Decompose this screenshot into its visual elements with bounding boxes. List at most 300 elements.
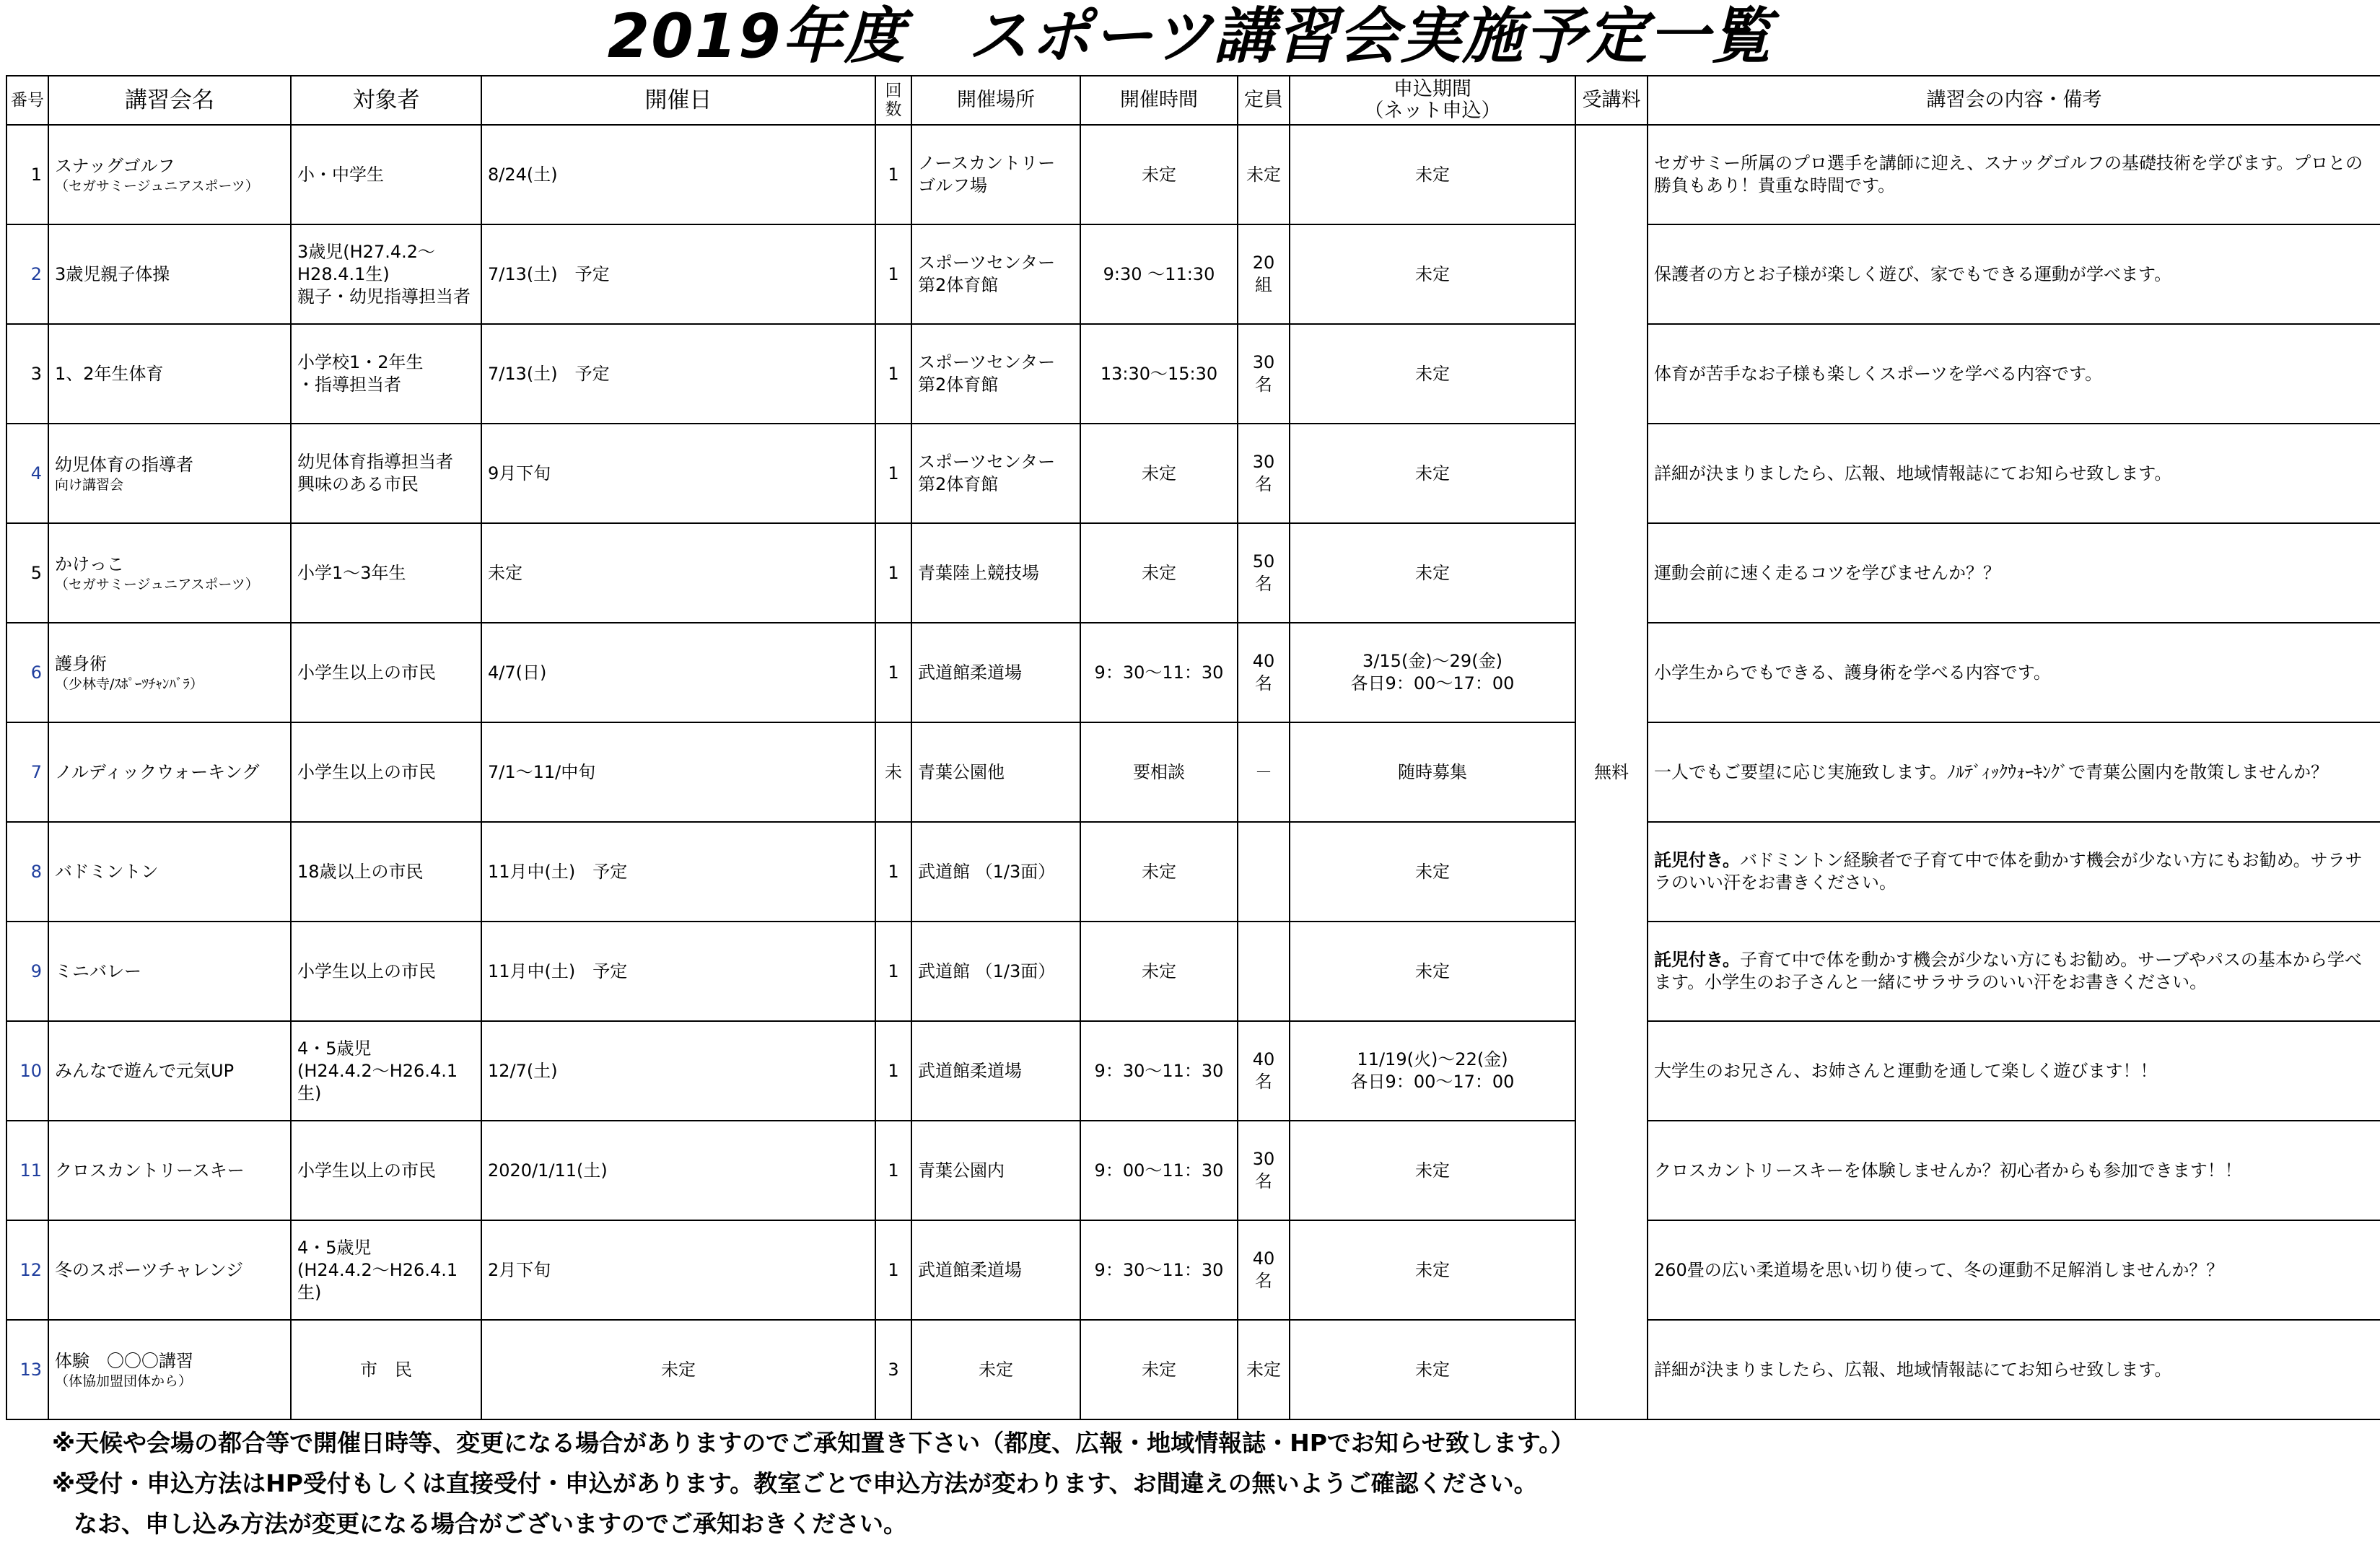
date-cell (481, 822, 875, 922)
capacity-text: 30名 (1252, 1149, 1275, 1191)
time-text: 未定 (1142, 960, 1176, 981)
capacity-text: 30名 (1252, 452, 1275, 494)
header-count: 回数 (875, 76, 911, 125)
place-cell (911, 722, 1080, 822)
time-cell (1080, 722, 1238, 822)
time-cell (1080, 623, 1238, 722)
place-text: 青葉公園内 (918, 1160, 1005, 1181)
time-text: 9：00～11：30 (1094, 1160, 1224, 1181)
count-cell (875, 523, 911, 623)
footnotes (52, 1423, 2361, 1544)
count-text: 1 (888, 263, 899, 284)
course-name-cell (48, 1320, 291, 1419)
date-cell (481, 1121, 875, 1220)
count-cell (875, 722, 911, 822)
place-text: ノースカントリー (918, 153, 1056, 173)
time-cell (1080, 324, 1238, 424)
course-name-sub: （セガサミージュニアスポーツ） (55, 178, 259, 194)
header-name: 講習会名 (48, 76, 291, 125)
time-cell (1080, 1220, 1238, 1320)
course-name-cell (48, 324, 291, 424)
course-name-cell (48, 523, 291, 623)
capacity-cell (1238, 722, 1290, 822)
apply-cell (1290, 125, 1575, 224)
header-target: 対象者 (291, 76, 481, 125)
course-name-cell (48, 722, 291, 822)
count-text: 1 (888, 363, 899, 384)
time-cell (1080, 424, 1238, 523)
content-cell (1648, 722, 2380, 822)
capacity-cell (1238, 523, 1290, 623)
apply-text: 未定 (1415, 164, 1450, 185)
row-number-value: 8 (30, 861, 42, 882)
time-text: 未定 (1142, 562, 1176, 583)
place-text: 武道館柔道場 (918, 1060, 1022, 1081)
time-cell (1080, 125, 1238, 224)
apply-cell (1290, 1220, 1575, 1320)
place-sub: 第2体育館 (918, 275, 999, 295)
count-cell (875, 623, 911, 722)
place-cell (911, 922, 1080, 1021)
date-cell (481, 324, 875, 424)
capacity-cell (1238, 1021, 1290, 1121)
place-sub: 第2体育館 (918, 474, 999, 494)
header-time: 開催時間 (1080, 76, 1238, 125)
count-cell (875, 1320, 911, 1419)
time-text: 未定 (1142, 164, 1176, 185)
date-text: 11月中(土) 予定 (488, 861, 628, 882)
header-place: 開催場所 (911, 76, 1080, 125)
apply-text: 未定 (1415, 960, 1450, 981)
place-text: 武道館柔道場 (918, 662, 1022, 683)
table-row (6, 1220, 2380, 1320)
apply-sub: 各日9：00～17：00 (1350, 673, 1515, 693)
date-text: 7/13(土) 予定 (488, 363, 610, 384)
time-text: 9：30～11：30 (1094, 1259, 1224, 1280)
content-cell (1648, 1320, 2380, 1419)
row-number (6, 523, 48, 623)
course-name-cell (48, 224, 291, 324)
place-cell (911, 324, 1080, 424)
content-text: バドミントン経験者で子育て中で体を動かす機会が少ない方にもお勧め。サラサラのいい汗をお書きください。 (1654, 850, 2363, 893)
date-cell (481, 125, 875, 224)
course-name-cell (48, 1220, 291, 1320)
course-name: 護身術 (55, 653, 107, 674)
target-cell (291, 324, 481, 424)
target-text: 小学生以上の市民 (297, 960, 436, 981)
target-text: 3歳児(H27.4.2～H28.4.1生) (297, 241, 436, 284)
schedule-table (6, 75, 2380, 1420)
target-cell (291, 1320, 481, 1419)
date-cell (481, 1021, 875, 1121)
count-text: 1 (888, 960, 899, 981)
header-apply-label: 申込期間 (1394, 78, 1471, 100)
time-cell (1080, 523, 1238, 623)
target-cell (291, 424, 481, 523)
apply-text: 未定 (1415, 463, 1450, 483)
place-cell (911, 224, 1080, 324)
target-cell (291, 1220, 481, 1320)
course-name: 体験 〇〇〇講習 (55, 1350, 193, 1371)
date-cell (481, 623, 875, 722)
content-text: 260畳の広い柔道場を思い切り使って、冬の運動不足解消しませんか？？ (1654, 1259, 2224, 1280)
target-cell (291, 125, 481, 224)
row-number (6, 1121, 48, 1220)
content-text: セガサミー所属のプロ選手を講師に迎え、スナッグゴルフの基礎技術を学びます。プロとの勝負もあり！貴重な時間です。 (1654, 153, 2363, 196)
row-number (6, 922, 48, 1021)
content-cell (1648, 324, 2380, 424)
time-cell (1080, 1021, 1238, 1121)
row-number (6, 822, 48, 922)
apply-text: 未定 (1415, 263, 1450, 284)
course-name-cell (48, 125, 291, 224)
content-cell (1648, 523, 2380, 623)
capacity-cell (1238, 1121, 1290, 1220)
date-cell (481, 224, 875, 324)
time-cell (1080, 1121, 1238, 1220)
row-number-value: 7 (30, 761, 42, 782)
date-cell (481, 523, 875, 623)
course-name: スナッグゴルフ (55, 155, 175, 176)
count-cell (875, 1121, 911, 1220)
course-name-cell (48, 623, 291, 722)
row-number-value: 5 (30, 562, 42, 583)
target-sub: 親子・幼児指導担当者 (297, 286, 471, 307)
date-text: 2020/1/11(土) (488, 1160, 608, 1181)
target-cell (291, 1121, 481, 1220)
content-cell (1648, 424, 2380, 523)
capacity-text: 未定 (1246, 1359, 1281, 1380)
course-name-cell (48, 922, 291, 1021)
apply-text: 3/15(金)～29(金) (1362, 651, 1502, 671)
apply-cell (1290, 1121, 1575, 1220)
capacity-text: 50名 (1252, 551, 1275, 594)
count-text: 1 (888, 1160, 899, 1181)
capacity-text: 未定 (1246, 164, 1281, 185)
place-text: スポーツセンター (918, 452, 1056, 472)
place-cell (911, 623, 1080, 722)
target-text: 小学生以上の市民 (297, 1160, 436, 1181)
course-name: 3歳児親子体操 (55, 263, 170, 284)
time-text: 未定 (1142, 861, 1176, 882)
apply-text: 未定 (1415, 363, 1450, 384)
capacity-text: 40名 (1252, 1049, 1275, 1092)
capacity-cell (1238, 125, 1290, 224)
apply-cell (1290, 424, 1575, 523)
header-content: 講習会の内容・備考 (1648, 76, 2380, 125)
time-text: 未定 (1142, 463, 1176, 483)
capacity-cell (1238, 1220, 1290, 1320)
apply-text: 未定 (1415, 861, 1450, 882)
apply-text: 未定 (1415, 1359, 1450, 1380)
table-row (6, 424, 2380, 523)
row-number-value: 2 (30, 263, 42, 284)
date-cell (481, 1320, 875, 1419)
target-text: 小学生以上の市民 (297, 662, 436, 683)
content-cell (1648, 822, 2380, 922)
course-name: 冬のスポーツチャレンジ (55, 1259, 244, 1280)
content-cell (1648, 922, 2380, 1021)
content-cell (1648, 623, 2380, 722)
content-cell (1648, 1021, 2380, 1121)
content-text: 子育て中で体を動かす機会が少ない方にもお勧め。サーブやパスの基本から学べます。小学生のお子さんと一緒にサラサラのいい汗をお書きください。 (1654, 950, 2362, 992)
date-text: 未定 (661, 1359, 696, 1380)
apply-cell (1290, 523, 1575, 623)
time-text: 要相談 (1133, 761, 1185, 782)
place-text: 青葉公園他 (918, 761, 1005, 782)
count-cell (875, 822, 911, 922)
content-text: 運動会前に速く走るコツを学びませんか？？ (1654, 562, 2000, 583)
place-cell (911, 523, 1080, 623)
course-name-sub: 向け講習会 (55, 476, 124, 493)
target-cell (291, 623, 481, 722)
capacity-text: 20組 (1252, 253, 1275, 295)
date-text: 7/13(土) 予定 (488, 263, 610, 284)
target-cell (291, 523, 481, 623)
place-text: 武道館柔道場 (918, 1259, 1022, 1280)
row-number (6, 224, 48, 324)
capacity-cell (1238, 623, 1290, 722)
place-cell (911, 125, 1080, 224)
apply-sub: 各日9：00～17：00 (1350, 1072, 1515, 1092)
count-cell (875, 324, 911, 424)
row-number-value: 6 (30, 662, 42, 683)
place-cell (911, 1121, 1080, 1220)
row-number-value: 11 (19, 1160, 42, 1181)
row-number-value: 4 (30, 463, 42, 483)
course-name: 1、2年生体育 (55, 363, 164, 384)
course-name: バドミントン (55, 861, 159, 882)
course-name: クロスカントリースキー (55, 1160, 245, 1181)
count-text: 1 (888, 1060, 899, 1081)
apply-text: 未定 (1415, 562, 1450, 583)
count-text: 1 (888, 164, 899, 185)
row-number-value: 10 (19, 1060, 42, 1081)
count-cell (875, 224, 911, 324)
target-cell (291, 1021, 481, 1121)
target-text: 小学1～3年生 (297, 562, 406, 583)
place-sub: ゴルフ場 (918, 175, 987, 196)
date-cell (481, 424, 875, 523)
apply-cell (1290, 1021, 1575, 1121)
capacity-cell (1238, 424, 1290, 523)
capacity-cell (1238, 822, 1290, 922)
row-number-value: 9 (30, 960, 42, 981)
content-text: 一人でもご要望に応じ実施致します。ﾉﾙﾃﾞｨｯｸｳｫｰｷﾝｸﾞで青葉公園内を散策しませんか？ (1654, 761, 2329, 782)
date-text: 未定 (488, 562, 522, 583)
place-text: 未定 (979, 1359, 1013, 1380)
row-number (6, 1220, 48, 1320)
table-row (6, 324, 2380, 424)
content-text: 大学生のお兄さん、お姉さんと運動を通して楽しく遊びます！！ (1654, 1060, 2158, 1081)
apply-cell (1290, 922, 1575, 1021)
row-number-value: 1 (30, 164, 42, 185)
course-name: 幼児体育の指導者 (55, 454, 193, 475)
count-cell (875, 125, 911, 224)
target-sub: (H24.4.2～H26.4.1生) (297, 1060, 458, 1103)
row-number-value: 13 (19, 1359, 42, 1380)
count-text: 1 (888, 662, 899, 683)
row-number (6, 125, 48, 224)
date-cell (481, 722, 875, 822)
row-number (6, 1021, 48, 1121)
capacity-cell (1238, 1320, 1290, 1419)
date-text: 8/24(土) (488, 164, 558, 185)
apply-text: 未定 (1415, 1160, 1450, 1181)
apply-text: 未定 (1415, 1259, 1450, 1280)
target-sub: 興味のある市民 (297, 474, 419, 494)
content-cell (1648, 125, 2380, 224)
row-number-value: 3 (30, 363, 42, 384)
place-cell (911, 424, 1080, 523)
apply-cell (1290, 224, 1575, 324)
content-cell (1648, 1121, 2380, 1220)
capacity-text: － (1255, 761, 1272, 782)
content-text: クロスカントリースキーを体験しませんか？初心者からも参加できます！！ (1654, 1160, 2242, 1181)
table-row (6, 1121, 2380, 1220)
apply-cell (1290, 324, 1575, 424)
place-text: スポーツセンター (918, 253, 1056, 273)
table-body (6, 125, 2380, 1419)
header-date: 開催日 (481, 76, 875, 125)
count-cell (875, 922, 911, 1021)
target-text: 小学校1・2年生 (297, 352, 424, 372)
course-name: ノルディックウォーキング (55, 761, 260, 782)
date-text: 11月中(土) 予定 (488, 960, 628, 981)
header-fee: 受講料 (1575, 76, 1648, 125)
time-text: 未定 (1142, 1359, 1176, 1380)
course-name: ミニバレー (55, 960, 141, 981)
row-number (6, 722, 48, 822)
count-text: 未 (885, 761, 902, 782)
place-cell (911, 1021, 1080, 1121)
course-name: かけっこ (55, 553, 124, 574)
apply-text: 11/19(火)～22(金) (1357, 1049, 1508, 1069)
date-text: 12/7(土) (488, 1060, 558, 1081)
count-cell (875, 424, 911, 523)
content-cell (1648, 224, 2380, 324)
row-number (6, 1320, 48, 1419)
content-text: 体育が苦手なお子様も楽しくスポーツを学べる内容です。 (1654, 363, 2103, 384)
capacity-cell (1238, 324, 1290, 424)
capacity-text: 40名 (1252, 651, 1275, 693)
date-text: 2月下旬 (488, 1259, 551, 1280)
target-text: 18歳以上の市民 (297, 861, 424, 882)
capacity-cell (1238, 922, 1290, 1021)
place-cell (911, 1320, 1080, 1419)
header-row (6, 76, 2380, 125)
count-cell (875, 1220, 911, 1320)
table-row (6, 523, 2380, 623)
count-text: 1 (888, 463, 899, 483)
target-cell (291, 722, 481, 822)
time-text: 13:30～15:30 (1100, 363, 1218, 384)
time-text: 9：30～11：30 (1094, 1060, 1224, 1081)
table-row (6, 722, 2380, 822)
content-cell (1648, 1220, 2380, 1320)
apply-cell (1290, 822, 1575, 922)
content-text: 詳細が決まりましたら、広報、地域情報誌にてお知らせ致します。 (1654, 463, 2172, 483)
time-text: 9:30 ～11:30 (1103, 263, 1215, 284)
capacity-text: 30名 (1252, 352, 1275, 395)
apply-text: 随時募集 (1398, 761, 1467, 782)
date-cell (481, 922, 875, 1021)
header-apply (1290, 76, 1575, 125)
place-cell (911, 822, 1080, 922)
note-change: なお、申し込み方法が変更になる場合がございますのでご承知おきください。 (74, 1510, 907, 1538)
time-cell (1080, 1320, 1238, 1419)
place-text: 青葉陸上競技場 (918, 562, 1039, 583)
content-bold: 託児付き。 (1654, 850, 1741, 870)
target-text: 小・中学生 (297, 164, 384, 185)
course-name-sub: （体協加盟団体から） (55, 1373, 193, 1389)
table-row (6, 1021, 2380, 1121)
target-sub: (H24.4.2～H26.4.1生) (297, 1259, 458, 1303)
table-row (6, 224, 2380, 324)
apply-cell (1290, 623, 1575, 722)
course-name: みんなで遊んで元気UP (55, 1060, 235, 1081)
header-no: 番号 (6, 76, 48, 125)
count-text: 1 (888, 1259, 899, 1280)
row-number (6, 424, 48, 523)
table-row (6, 1320, 2380, 1419)
count-text: 1 (888, 861, 899, 882)
date-text: 7/1～11/中旬 (488, 761, 596, 782)
count-text: 1 (888, 562, 899, 583)
header-apply-sub: （ネット申込） (1364, 100, 1501, 122)
row-number (6, 324, 48, 424)
time-cell (1080, 922, 1238, 1021)
course-name-cell (48, 822, 291, 922)
target-cell (291, 822, 481, 922)
course-name-cell (48, 1021, 291, 1121)
course-name-cell (48, 424, 291, 523)
count-cell (875, 1021, 911, 1121)
target-text: 幼児体育指導担当者 (297, 452, 453, 472)
course-name-sub: （セガサミージュニアスポーツ） (55, 576, 259, 592)
note-weather: ※天候や会場の都合等で開催日時等、変更になる場合がありますのでご承知置き下さい（都度、広報・地域情報誌・HPでお知らせ致します。） (52, 1429, 1575, 1457)
page-title: 2019年度 スポーツ講習会実施予定一覧 (607, 1, 1773, 71)
table-row (6, 822, 2380, 922)
date-text: 4/7(日) (488, 662, 547, 683)
target-cell (291, 922, 481, 1021)
content-text: 詳細が決まりましたら、広報、地域情報誌にてお知らせ致します。 (1654, 1359, 2172, 1380)
table-row (6, 125, 2380, 224)
course-name-cell (48, 1121, 291, 1220)
header-capacity: 定員 (1238, 76, 1290, 125)
capacity-cell (1238, 224, 1290, 324)
course-name-sub: （少林寺/ｽﾎﾟｰﾂﾁｬﾝﾊﾞﾗ） (55, 675, 204, 692)
place-text: 武道館 （1/3面） (918, 861, 1056, 882)
target-text: 市 民 (360, 1359, 412, 1380)
row-number (6, 623, 48, 722)
time-cell (1080, 224, 1238, 324)
count-text: 3 (888, 1359, 899, 1380)
target-text: 4・5歳児 (297, 1038, 372, 1059)
target-sub: ・指導担当者 (297, 375, 401, 395)
fee-value: 無料 (1594, 761, 1629, 782)
target-text: 4・5歳児 (297, 1237, 372, 1258)
apply-cell (1290, 1320, 1575, 1419)
row-number-value: 12 (19, 1259, 42, 1280)
table-row (6, 623, 2380, 722)
content-text: 小学生からでもできる、護身術を学べる内容です。 (1654, 662, 2051, 683)
target-cell (291, 224, 481, 324)
time-cell (1080, 822, 1238, 922)
capacity-text: 40名 (1252, 1248, 1275, 1291)
place-text: 武道館 （1/3面） (918, 960, 1056, 981)
fee-cell (1575, 125, 1648, 1419)
